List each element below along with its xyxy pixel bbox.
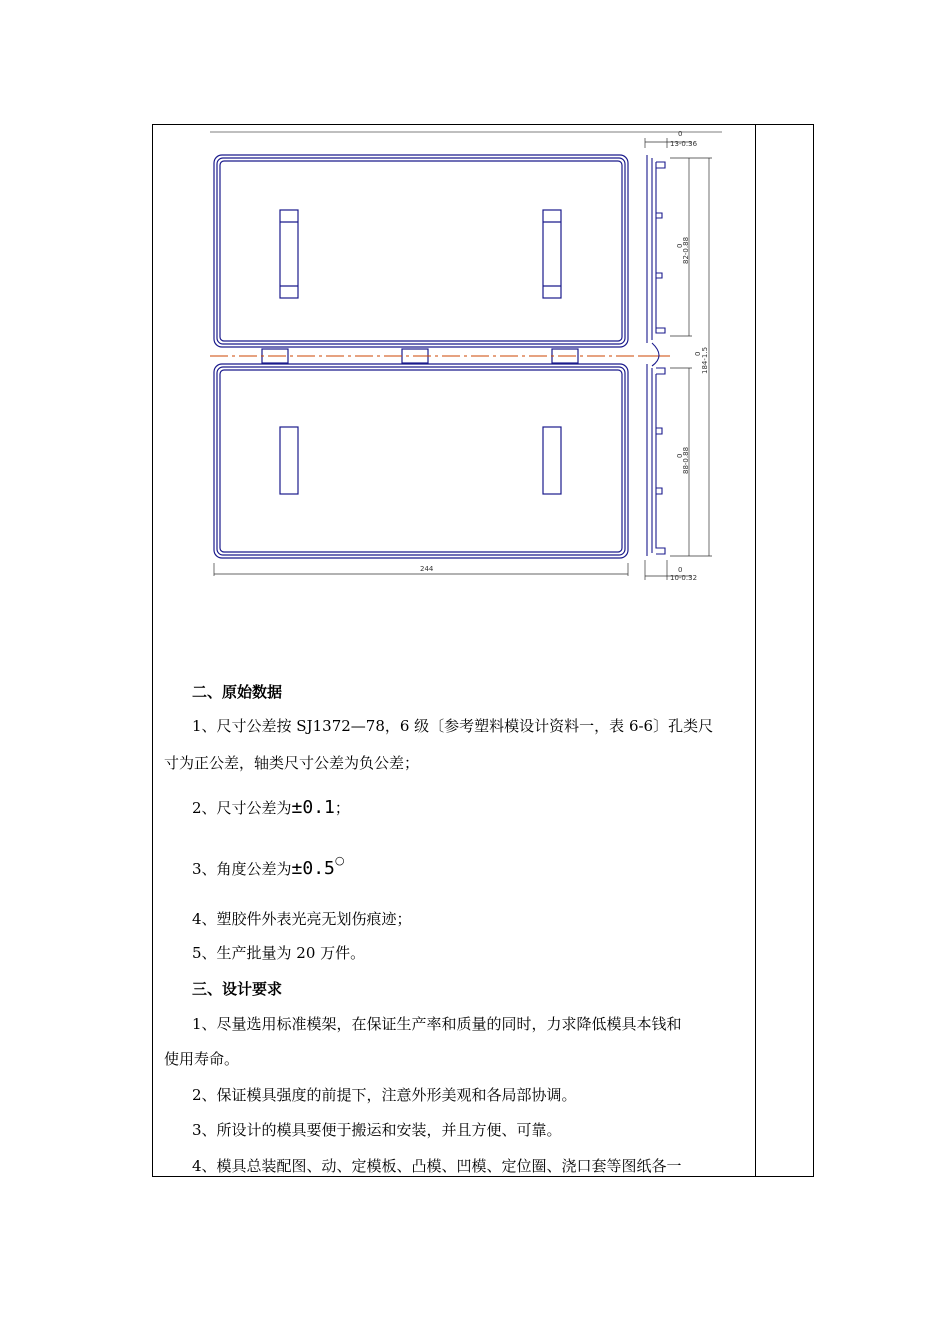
section2-heading: 二、原始数据 [192, 683, 283, 701]
section3-item1-line2: 使用寿命。 [164, 1050, 240, 1068]
section2-item1-line2: 寸为正公差，轴类尺寸公差为负公差； [164, 754, 420, 772]
section2-item4: 4、塑胶件外表光亮无划伤痕迹； [192, 910, 412, 928]
dim-side-lower-zero: 0 [676, 453, 684, 458]
section2-item2 [192, 797, 780, 818]
section2-item2-suffix: ； [334, 799, 350, 817]
section3-heading: 三、设计要求 [192, 980, 283, 998]
section2-item1-line1: 1、尺寸公差按 SJ1372—78，6 级〔参考塑料模设计资料一，表 6-6〕孔类尺 [192, 717, 714, 735]
section2-item5: 5、生产批量为 20 万件。 [192, 944, 366, 962]
section2-item3 [192, 854, 780, 879]
section2-item2-prefix: 2、尺寸公差为 [192, 799, 292, 817]
size-tolerance-value: ±0.1 [291, 797, 335, 818]
dim-top-zero: 0 [678, 130, 683, 138]
dim-side-upper: 82-0.88 [682, 236, 690, 264]
dim-side-lower: 88-0.88 [682, 446, 690, 474]
section2-item3-prefix: 3、角度公差为 [192, 860, 292, 878]
section3-item4: 4、模具总装配图、动、定模板、凸模、凹模、定位圈、浇口套等图纸各一 [192, 1157, 682, 1175]
dim-top: 13-0.36 [670, 140, 698, 148]
dim-side-upper-zero: 0 [676, 243, 684, 248]
degree-symbol: ○ [334, 854, 345, 867]
angle-tolerance-value: ±0.5 [291, 858, 335, 879]
dim-bottom-zero: 0 [678, 566, 683, 574]
section3-item1-line1: 1、尽量选用标准模架，在保证生产率和质量的同时，力求降低模具本钱和 [192, 1015, 682, 1033]
dim-side-total: 184-1.5 [701, 346, 709, 374]
section3-item2: 2、保证模具强度的前提下，注意外形美观和各局部协调。 [192, 1086, 577, 1104]
dim-bottom: 10-0.32 [670, 574, 698, 582]
dim-width: 244 [420, 565, 434, 573]
dim-side-total-zero: 0 [694, 351, 702, 356]
section3-item3: 3、所设计的模具要便于搬运和安装，并且方便、可靠。 [192, 1121, 562, 1139]
part-drawing [200, 128, 740, 588]
